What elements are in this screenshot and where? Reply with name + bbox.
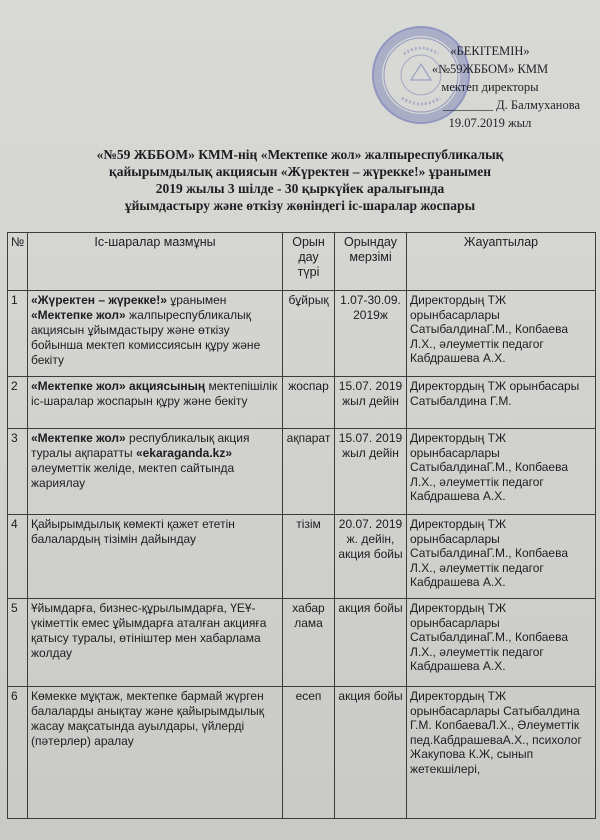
content-text: Көмекке мұқтаж, мектепке бармай жүрген балаларды анықтау және қайырымдылық жасау мақсатында ауылдары, үйлерді (пәтерлер) аралау [31,689,265,748]
content-bold: «Жүректен – жүрекке!» [31,293,167,307]
content-text: жалпыреспубликалық акциясын ұйымдастыру және өткізу бойынша мектеп комиссиясын құру және бекіту [31,308,261,367]
row-deadline: 20.07. 2019 ж. дейін, акция бойы [335,515,407,599]
content-text: әлеуметтік желіде, мектеп сайтында жариялау [31,461,235,490]
row-content [28,515,283,599]
content-text: Ұйымдарға, бизнес-құрылымдарға, ҮЕҰ-үкіметтік емес ұйымдарға аталған акцияға қатысу туралы, өтініштер мен хабарлама жолдау [31,601,267,660]
table-row [8,599,596,687]
table-row [8,515,596,599]
row-responsible: Директордың ТЖ орынбасары Сатыбалдина Г.М. [407,377,596,429]
content-text: ұранымен [166,293,227,307]
row-responsible: Директордың ТЖ орынбасарлары СатыбалдинаГ.М., Копбаева Л.Х., әлеуметтік педагог Кабдрашева А.Х. [407,291,596,377]
approval-block [390,42,590,132]
header-content: Іс-шаралар мазмұны [28,233,283,291]
header-deadline: Орындау мерзімі [335,233,407,291]
row-form: жоспар [283,377,335,429]
row-responsible: Директордың ТЖ орынбасарлары СатыбалдинаГ.М., Копбаева Л.Х., әлеуметтік педагог Кабдрашева А.Х. [407,429,596,515]
approval-date: 19.07.2019 жыл [448,116,532,130]
content-text: Қайырымдылық көмекті қажет ететін балалардың тізімін дайындау [31,517,235,546]
content-bold: «ekaraganda.kz» [135,446,232,460]
row-content [28,291,283,377]
content-text: республикалық акция туралы ақпаратты [31,431,250,460]
row-num: 4 [8,515,28,599]
row-content [28,429,283,515]
title-line-1: «№59 ЖББОМ» КММ-нің «Мектепке жол» жалпыреспубликалық [96,147,504,162]
content-text: мектепішілік іс-шаралар жоспарын құру және бекіту [31,379,278,408]
row-form: бұйрық [283,291,335,377]
title-line-3: 2019 жылы 3 шілде - 30 қыркүйек аралығында [155,181,445,196]
title-line-2: қайырымдылық акциясын «Жүректен – жүрекке!» ұранымен [109,164,491,179]
table-header-row [8,233,596,291]
row-form: тізім [283,515,335,599]
row-responsible: Директордың ТЖ орынбасарлары Сатыбалдина Г.М. КопбаеваЛ.Х., Әлеуметтік пед.КабдрашеваА.Х., психолог Жакупова К.Ж, сынып жетекшілері, [407,687,596,819]
approval-position: мектеп директоры [441,80,539,94]
row-form: хабар лама [283,599,335,687]
content-bold: «Мектепке жол» акциясының [31,379,206,393]
row-form: ақпарат [283,429,335,515]
header-num: № [8,233,28,291]
approval-signature: ________ Д. Балмуханова [443,98,580,112]
table-row [8,429,596,515]
table-row [8,291,596,377]
plan-table [7,232,596,819]
row-num: 2 [8,377,28,429]
row-num: 3 [8,429,28,515]
row-form: есеп [283,687,335,819]
row-deadline: 1.07-30.09. 2019ж [335,291,407,377]
document-title [40,146,560,214]
table-row [8,377,596,429]
header-form: Орын дау түрі [283,233,335,291]
row-responsible: Директордың ТЖ орынбасарлары СатыбалдинаГ.М., Копбаева Л.Х., әлеуметтік педагог Кабдрашева А.Х. [407,515,596,599]
approval-org: «№59ЖББОМ» КММ [431,62,549,76]
row-num: 5 [8,599,28,687]
row-deadline: 15.07. 2019 жыл дейін [335,429,407,515]
row-num: 1 [8,291,28,377]
table-row [8,687,596,819]
row-deadline: акция бойы [335,599,407,687]
row-responsible: Директордың ТЖ орынбасарлары СатыбалдинаГ.М., Копбаева Л.Х., әлеуметтік педагог Кабдрашева А.Х. [407,599,596,687]
row-deadline: 15.07. 2019 жыл дейін [335,377,407,429]
title-line-4: ұйымдастыру және өткізу жөніндегі іс-шаралар жоспары [124,198,476,213]
content-bold: «Мектепке жол» [31,431,126,445]
header-responsible: Жауаптылар [407,233,596,291]
row-content [28,377,283,429]
approval-heading: «БЕКІТЕМІН» [450,44,530,58]
row-content [28,687,283,819]
row-deadline: акция бойы [335,687,407,819]
row-content [28,599,283,687]
row-num: 6 [8,687,28,819]
content-bold: «Мектепке жол» [31,308,126,322]
